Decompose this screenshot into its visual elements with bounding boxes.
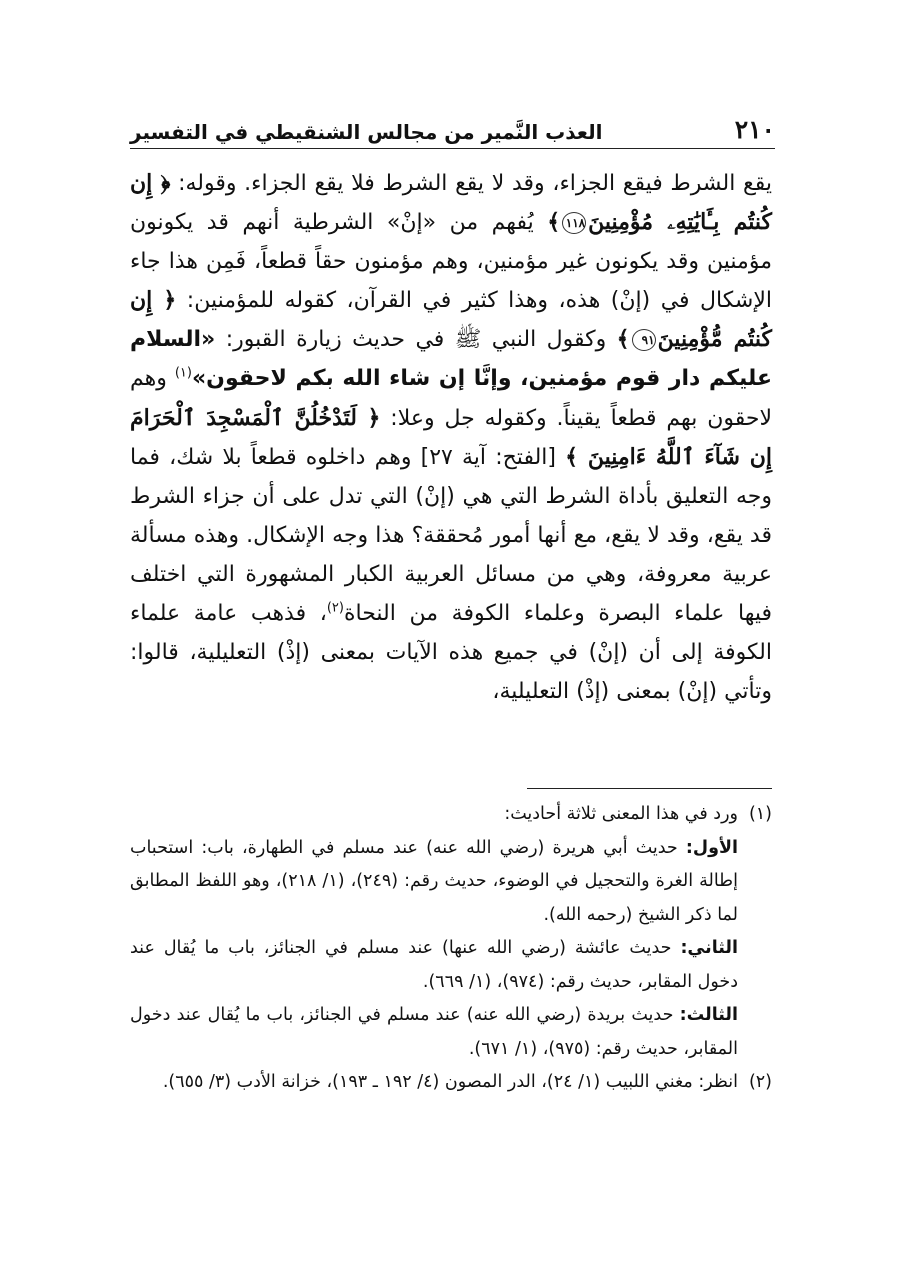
footnote-text: انظر: مغني اللبيب (١/ ٢٤)، الدر المصون (٤/ ١٩٢ ـ ١٩٣)، خزانة الأدب (٣/ ٦٥٥). — [162, 1072, 738, 1092]
body-text: يُفهم من «إنْ» الشرطية أنهم قد يكونون مؤمنين وقد يكونون غير مؤمنين، وهم مؤمنون حقاً قطعاً، فَمِن هذا جاء الإشكال في (إنْ) هذه، وهذا كثير في القرآن، كقوله للمؤمنين: — [130, 210, 772, 314]
quran-verse: ﴿ إِن كُنتُم بِـَٔايَٰتِهِۦ مُؤْمِنِينَ١١٨﴾ — [130, 170, 772, 236]
footnote-item-text: حديث عائشة (رضي الله عنها) عند مسلم في الجنائز، باب ما يُقال عند دخول المقابر، حديث رقم: (٩٧٤)، (١/ ٦٦٩). — [130, 938, 738, 992]
footnote-item-label: الأول: — [685, 837, 738, 858]
footnote — [130, 1066, 772, 1100]
body-text: يقع الشرط فيقع الجزاء، وقد لا يقع الشرط فلا يقع الجزاء. وقوله: — [178, 171, 772, 196]
footnote-number: (٢) — [748, 1072, 772, 1092]
footnote-item — [130, 832, 738, 933]
footnote-ref[interactable]: (٢) — [326, 600, 344, 616]
footnote-item-label: الثالث: — [679, 1005, 738, 1025]
quran-verse: ﴿ لَتَدْخُلُنَّ ٱلْمَسْجِدَ ٱلْحَرَامَ إِن شَآءَ ٱللَّهُ ءَامِنِينَ ﴾ — [130, 404, 772, 470]
body-text: وهم لاحقون بهم قطعاً يقيناً. وكقوله جل وعلا: — [130, 366, 772, 431]
footnote-item-label: الثاني: — [680, 938, 738, 958]
body-text: وكقول النبي ﷺ في حديث زيارة القبور: — [225, 327, 607, 353]
footnote-body — [130, 1066, 738, 1100]
footnote-number: (١) — [748, 804, 772, 824]
verse-citation: [الفتح: آية ٢٧] — [420, 444, 556, 470]
footnote-ref[interactable]: (١) — [174, 366, 192, 382]
body-paragraph — [130, 164, 772, 711]
quran-verse: ﴿ إِن كُنتُم مُّؤْمِنِينَ٩١﴾ — [130, 287, 773, 353]
footnote-body — [130, 798, 738, 1066]
footnote — [130, 798, 772, 1066]
footnote-intro: ورد في هذا المعنى ثلاثة أحاديث: — [504, 804, 738, 824]
hadith-quote: «السلام عليكم دار قوم مؤمنين، وإنَّا إن شاء الله بكم لاحقون» — [130, 327, 772, 392]
footnotes — [130, 798, 772, 1100]
main-text — [130, 164, 772, 711]
footnote-item-text: حديث بريدة (رضي الله عنه) عند مسلم في الجنائز، باب ما يُقال عند دخول المقابر، حديث رقم: (٩٧٥)، (١/ ٦٧١). — [130, 1005, 738, 1059]
running-header — [130, 104, 775, 149]
ayah-number: ١١٨ — [562, 212, 586, 234]
page-number: ٢١٠ — [734, 115, 775, 144]
footnote-item — [130, 932, 738, 999]
footnote-item — [130, 999, 738, 1066]
body-text: ، فذهب عامة علماء الكوفة إلى أن (إنْ) في جميع هذه الآيات بمعنى (إذْ) التعليلية، قالوا: وتأتي (إنْ) بمعنى (إذْ) التعليلية، — [130, 601, 772, 705]
footnote-item-text: حديث أبي هريرة (رضي الله عنه) عند مسلم في الطهارة، باب: استحباب إطالة الغرة والتحجيل في الوضوء، حديث رقم: (٢٤٩)، (١/ ٢١٨)، وهو اللفظ المطابق لما ذكر الشيخ (رحمه الله). — [130, 837, 738, 925]
body-text: وهم داخلوه قطعاً بلا شك، فما وجه التعليق بأداة الشرط التي هي (إنْ) التي تدل على أن جزاء الشرط قد يقع، وقد لا يقع، مع أنها أمور مُحققة؟ هذا وجه الإشكال. وهذه مسألة عربية معروفة، وهي من مسائل العربية الكبار المشهورة التي اختلف فيها علماء البصرة وعلماء الكوفة من النحاة — [130, 444, 772, 627]
book-title: العذب النَّمير من مجالس الشنقيطي في التفسير — [130, 120, 603, 144]
ayah-number: ٩١ — [632, 329, 656, 351]
footnote-divider — [527, 788, 772, 789]
